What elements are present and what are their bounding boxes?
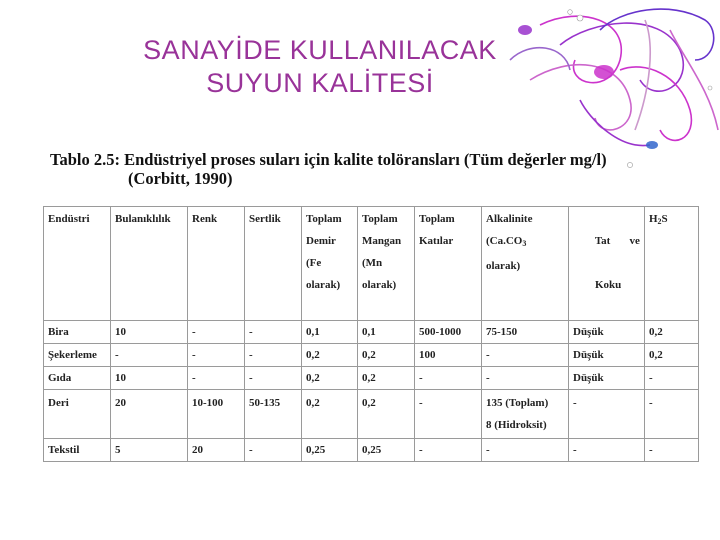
table-cell: 5 bbox=[111, 439, 188, 462]
table-row bbox=[44, 367, 699, 390]
table-cell: - bbox=[245, 344, 302, 367]
header-cell: Renk bbox=[188, 207, 245, 321]
table-cell: Düşük bbox=[569, 344, 645, 367]
slide-title bbox=[60, 34, 580, 100]
table-row bbox=[44, 321, 699, 344]
table-cell: 0,2 bbox=[302, 390, 358, 439]
table-cell: Tekstil bbox=[44, 439, 111, 462]
table-cell: 0,2 bbox=[358, 367, 415, 390]
table-cell: 0,2 bbox=[302, 367, 358, 390]
table-cell: - bbox=[569, 390, 645, 439]
table-cell: - bbox=[188, 367, 245, 390]
table-cell: 10 bbox=[111, 321, 188, 344]
table-cell: - bbox=[245, 321, 302, 344]
header-cell: Tat ve Koku bbox=[569, 207, 645, 321]
table-cell: - bbox=[245, 367, 302, 390]
table-row bbox=[44, 344, 699, 367]
table-cell: Bira bbox=[44, 321, 111, 344]
table-cell: 0,2 bbox=[644, 321, 698, 344]
table-cell: 10 bbox=[111, 367, 188, 390]
table-cell: 10-100 bbox=[188, 390, 245, 439]
table-cell: - bbox=[482, 344, 569, 367]
cell-line: 135 (Toplam) bbox=[486, 397, 549, 409]
table-caption-line-2: (Corbitt, 1990) bbox=[128, 169, 233, 188]
table-cell: Deri bbox=[44, 390, 111, 439]
table-cell: - bbox=[188, 344, 245, 367]
table-cell: - bbox=[482, 439, 569, 462]
quality-tolerance-table bbox=[43, 206, 699, 462]
table-cell: Düşük bbox=[569, 367, 645, 390]
table-row bbox=[44, 390, 699, 439]
table-cell: 20 bbox=[111, 390, 188, 439]
table-cell: 100 bbox=[415, 344, 482, 367]
table-cell: 0,2 bbox=[302, 344, 358, 367]
slide-title-line-1: SANAYİDE KULLANILACAK bbox=[143, 35, 497, 65]
table-cell: 50-135 bbox=[245, 390, 302, 439]
table-cell: 0,2 bbox=[358, 344, 415, 367]
table-cell: 0,25 bbox=[358, 439, 415, 462]
slide-title-line-2: SUYUN KALİTESİ bbox=[206, 68, 434, 98]
header-cell: Toplam Demir (Fe olarak) bbox=[302, 207, 358, 321]
table-cell: 0,2 bbox=[644, 344, 698, 367]
cell-line: 8 (Hidroksit) bbox=[486, 419, 547, 431]
table-cell: Düşük bbox=[569, 321, 645, 344]
header-cell: Alkalinite ($Ca.CO_3$ olarak) bbox=[482, 207, 569, 321]
header-cell: $H_2S$ bbox=[644, 207, 698, 321]
table-cell: Gıda bbox=[44, 367, 111, 390]
table-cell: 75-150 bbox=[482, 321, 569, 344]
table-cell: 20 bbox=[188, 439, 245, 462]
table-caption bbox=[50, 150, 650, 188]
table-cell: - bbox=[415, 390, 482, 439]
table-cell: - bbox=[569, 439, 645, 462]
table-cell: Şekerleme bbox=[44, 344, 111, 367]
table-cell: 0,1 bbox=[302, 321, 358, 344]
table-cell: - bbox=[644, 390, 698, 439]
table-row bbox=[44, 439, 699, 462]
table-cell: - bbox=[111, 344, 188, 367]
table-cell: - bbox=[644, 439, 698, 462]
table-cell: - bbox=[188, 321, 245, 344]
table-cell: - bbox=[415, 439, 482, 462]
table-cell: - bbox=[245, 439, 302, 462]
table-cell: 500-1000 bbox=[415, 321, 482, 344]
header-cell: Endüstri bbox=[44, 207, 111, 321]
table-header-row bbox=[44, 207, 699, 321]
table-cell-multiline bbox=[482, 390, 569, 439]
header-cell: Toplam Mangan (Mn olarak) bbox=[358, 207, 415, 321]
table-cell: 0,25 bbox=[302, 439, 358, 462]
table-caption-line-1: Tablo 2.5: Endüstriyel proses suları için kalite tolöransları (Tüm değerler mg/l) bbox=[50, 150, 607, 169]
table-cell: 0,1 bbox=[358, 321, 415, 344]
table-cell: - bbox=[482, 367, 569, 390]
header-cell: Sertlik bbox=[245, 207, 302, 321]
table-cell: 0,2 bbox=[358, 390, 415, 439]
table-cell: - bbox=[644, 367, 698, 390]
header-cell: Toplam Katılar bbox=[415, 207, 482, 321]
table-cell: - bbox=[415, 367, 482, 390]
header-cell: Bulanıklılık bbox=[111, 207, 188, 321]
